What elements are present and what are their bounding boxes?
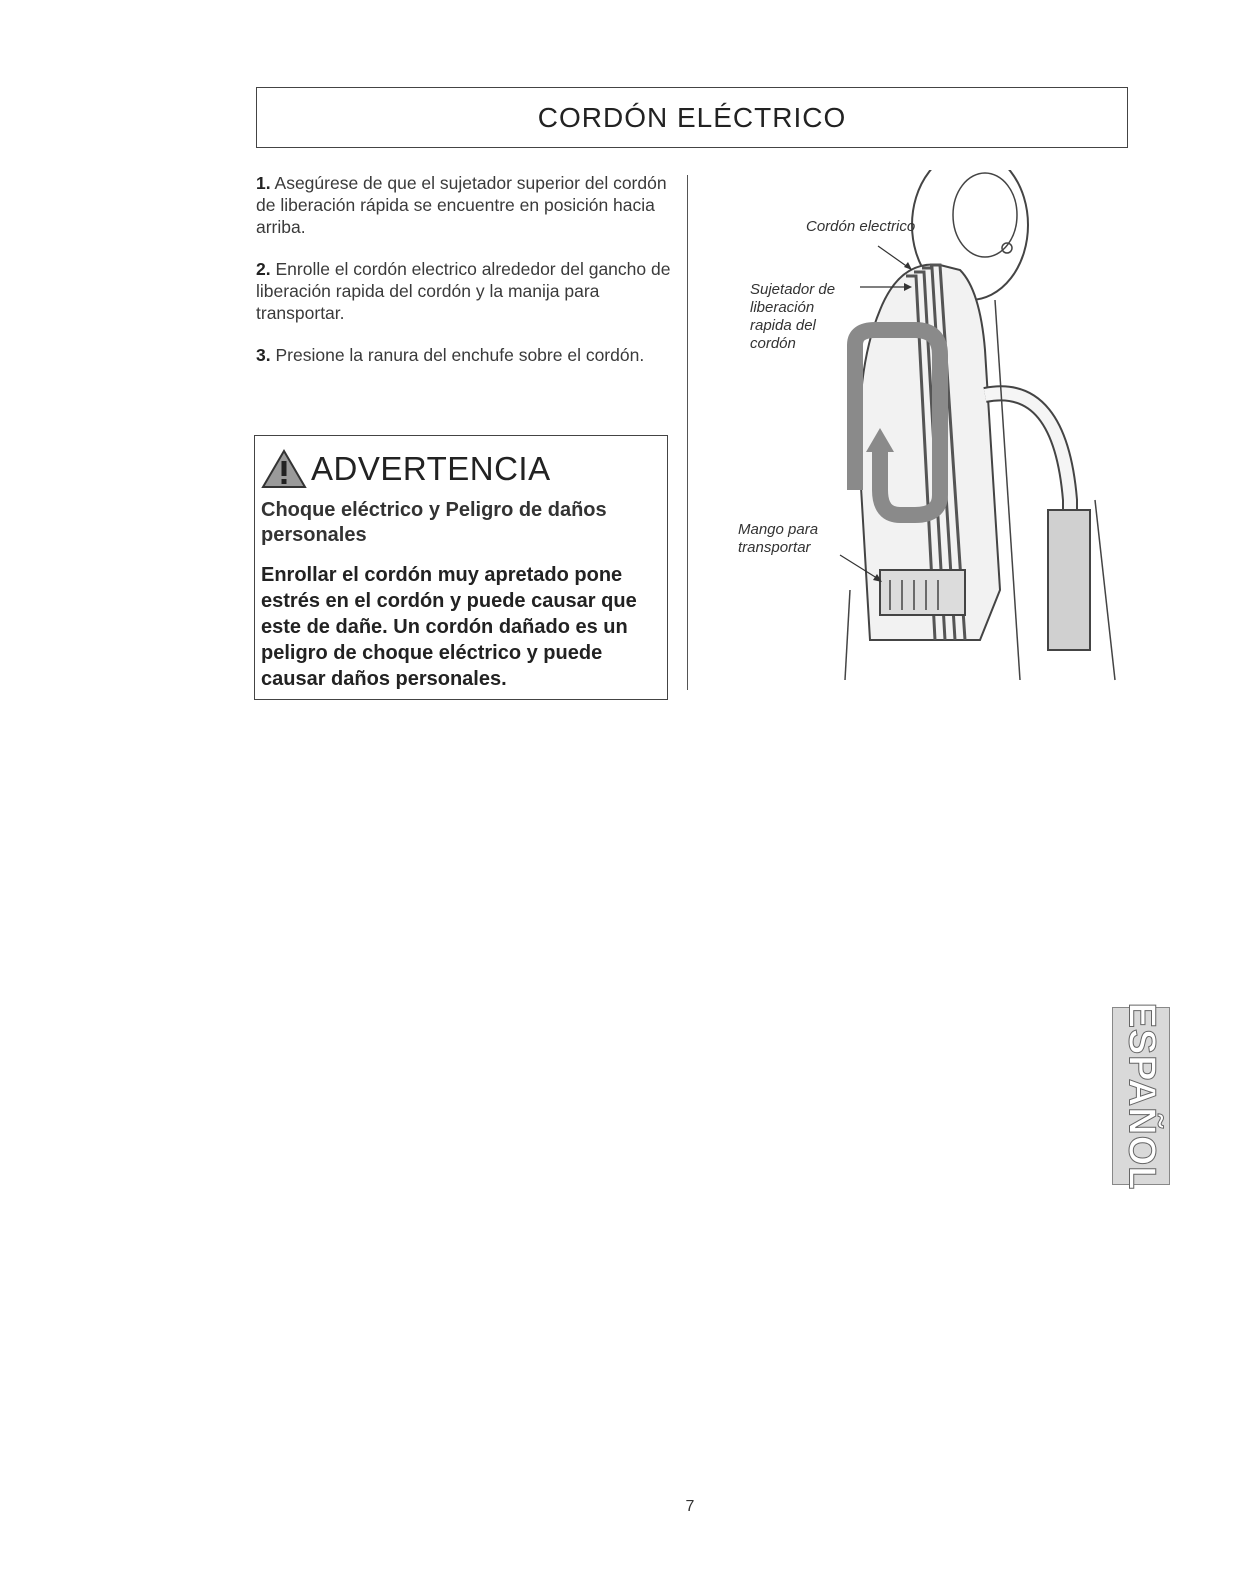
instruction-steps (256, 172, 676, 386)
step-text: Enrolle el cordón electrico alrededor del gancho de liberación rapida del cordón y la manija para transportar. (256, 259, 671, 323)
step-text: Presione la ranura del enchufe sobre el cordón. (275, 345, 645, 365)
page-number: 7 (685, 1498, 695, 1515)
step-item (256, 344, 676, 366)
vacuum-drawing (730, 170, 1130, 685)
step-number: 1. (256, 173, 271, 193)
label-release-clip: Sujetador de liberación rapida del cordón (750, 281, 836, 352)
label-cord: Cordón electrico (806, 218, 916, 235)
warning-subtitle: Choque eléctrico y Peligro de daños personales (261, 499, 607, 546)
warning-triangle-icon (261, 449, 307, 489)
warning-title: ADVERTENCIA (311, 450, 551, 487)
label-handle: Mango para transportar (738, 521, 819, 556)
step-item (256, 258, 676, 324)
warning-body: Enrollar el cordón muy apretado pone estrés en el cordón y puede causar que este de dañe. Un cordón dañado es un peligro de choque eléctrico y puede causar daños personales. (261, 564, 637, 690)
step-item (256, 172, 676, 238)
warning-header (261, 444, 661, 494)
page-title: CORDÓN ELÉCTRICO (537, 101, 847, 133)
warning-box (254, 435, 668, 700)
step-number: 3. (256, 345, 271, 365)
column-divider (687, 175, 688, 690)
language-tab (1112, 1002, 1170, 1190)
language-label: ESPAÑOL (1120, 1002, 1163, 1190)
vacuum-cord-illustration (730, 170, 1130, 685)
step-text: Asegúrese de que el sujetador superior del cordón de liberación rápida se encuentre en posición hacia arriba. (256, 173, 667, 237)
step-number: 2. (256, 259, 271, 279)
section-title-box (256, 87, 1128, 148)
